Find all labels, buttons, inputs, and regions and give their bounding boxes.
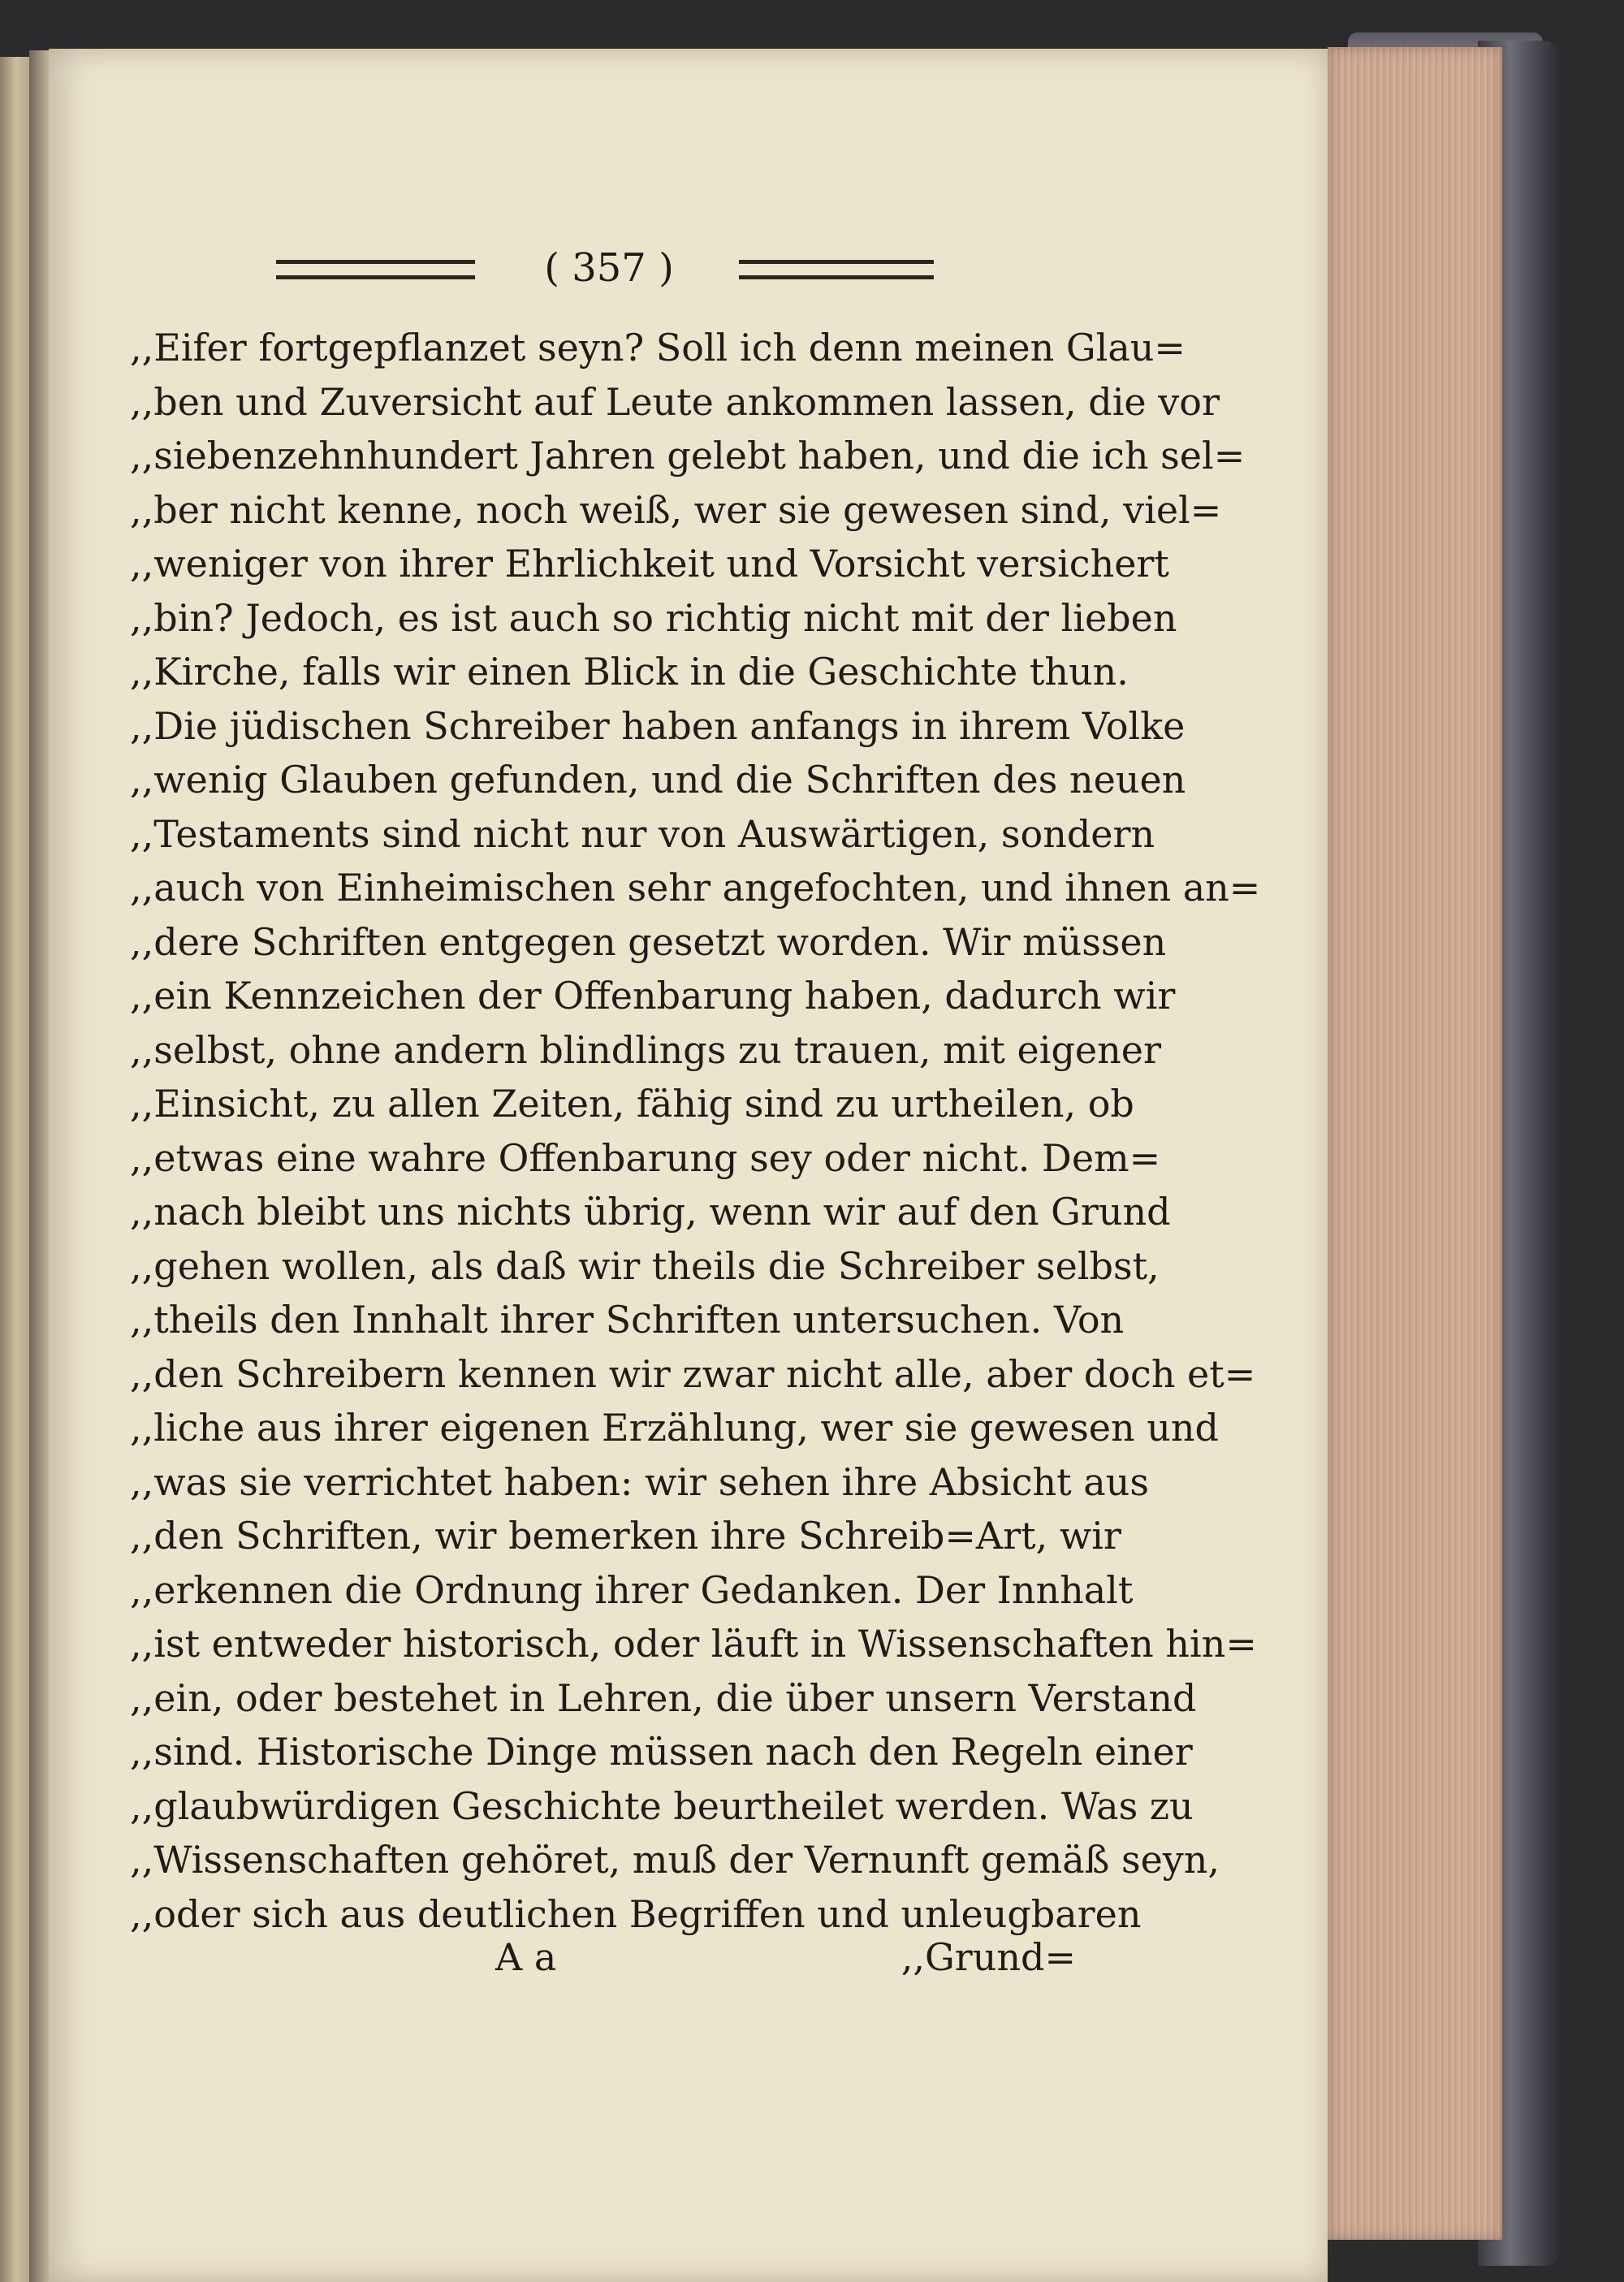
page-block-edge	[1328, 47, 1502, 2240]
text-line: ,,ist entweder historisch, oder läuft in Wissenschaften hin=	[130, 1622, 1257, 1666]
header-rule-right	[739, 260, 934, 279]
page-footer	[130, 1929, 1076, 1986]
text-line: ,,dere Schriften entgegen gesetzt worden. Wir müssen	[130, 919, 1167, 964]
text-line: ,,etwas eine wahre Offenbarung sey oder nicht. Dem=	[130, 1135, 1161, 1180]
catchword: ,,Grund=	[901, 1935, 1076, 1979]
signature-mark: A a	[495, 1935, 557, 1979]
text-line: ,,gehen wollen, als daß wir theils die Schreiber selbst,	[130, 1243, 1160, 1288]
text-line: ,,siebenzehnhundert Jahren gelebt haben, und die ich sel=	[130, 434, 1246, 478]
text-line: ,,was sie verrichtet haben: wir sehen ihre Absicht aus	[130, 1459, 1149, 1504]
text-line: ,,Testaments sind nicht nur von Auswärtigen, sondern	[130, 811, 1155, 856]
text-line: ,,ein Kennzeichen der Offenbarung haben, dadurch wir	[130, 974, 1176, 1018]
text-line: ,,nach bleibt uns nichts übrig, wenn wir auf den Grund	[130, 1190, 1171, 1234]
text-line: ,,oder sich aus deutlichen Begriffen und unleugbaren	[130, 1891, 1142, 1936]
text-line: ,,ber nicht kenne, noch weiß, wer sie gewesen sind, viel=	[130, 487, 1222, 532]
text-line: ,,Die jüdischen Schreiber haben anfangs in ihrem Volke	[130, 703, 1186, 748]
text-line: ,,sind. Historische Dinge müssen nach den Regeln einer	[130, 1730, 1193, 1774]
text-line: ,,liche aus ihrer eigenen Erzählung, wer sie gewesen und	[130, 1406, 1219, 1450]
text-line: ,,Wissenschaften gehöret, muß der Vernunft gemäß seyn,	[130, 1838, 1220, 1882]
text-line: ,,ein, oder bestehet in Lehren, die über unsern Verstand	[130, 1675, 1197, 1720]
text-line: ,,Kirche, falls wir einen Blick in die Geschichte thun.	[130, 650, 1129, 694]
text-line: ,,selbst, ohne andern blindlings zu trauen, mit eigener	[130, 1027, 1161, 1072]
page-number: ( 357 )	[544, 245, 674, 291]
body-text	[130, 321, 1261, 1941]
text-line: ,,ben und Zuversicht auf Leute ankommen lassen, die vor	[130, 379, 1220, 424]
text-line: ,,auch von Einheimischen sehr angefochten, und ihnen an=	[130, 866, 1261, 910]
text-line: ,,theils den Innhalt ihrer Schriften untersuchen. Von	[130, 1298, 1125, 1342]
text-line: ,,Eifer fortgepflanzet seyn? Soll ich denn meinen Glau=	[130, 326, 1186, 370]
text-line: ,,erkennen die Ordnung ihrer Gedanken. Der Innhalt	[130, 1567, 1134, 1612]
page-header	[276, 244, 934, 292]
text-line: ,,bin? Jedoch, es ist auch so richtig nicht mit der lieben	[130, 595, 1177, 640]
facing-page-edge	[0, 57, 29, 2282]
text-line: ,,weniger von ihrer Ehrlichkeit und Vorsicht versichert	[130, 542, 1169, 586]
text-line: ,,Einsicht, zu allen Zeiten, fähig sind zu urtheilen, ob	[130, 1082, 1134, 1126]
header-rule-left	[276, 260, 475, 279]
text-line: ,,den Schreibern kennen wir zwar nicht alle, aber doch et=	[130, 1351, 1256, 1396]
text-line: ,,glaubwürdigen Geschichte beurtheilet werden. Was zu	[130, 1783, 1194, 1828]
text-line: ,,wenig Glauben gefunden, und die Schriften des neuen	[130, 758, 1186, 802]
text-line: ,,den Schriften, wir bemerken ihre Schreib=Art, wir	[130, 1514, 1121, 1558]
